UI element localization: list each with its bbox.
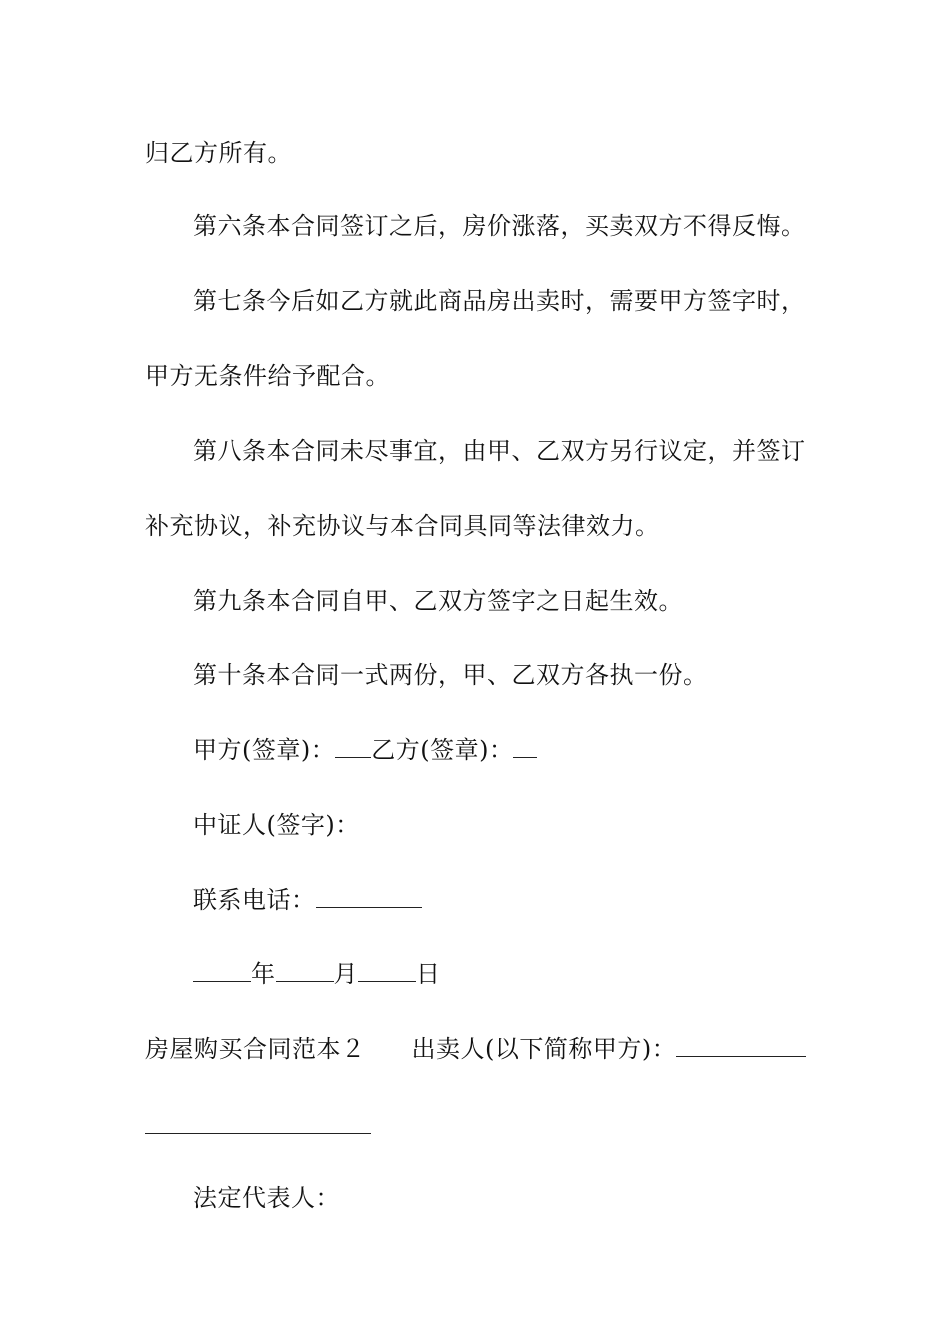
sample2-title: 房屋购买合同范本２ [145,1035,366,1063]
party-a-label: 甲方(签章)： [193,736,336,764]
date-line [193,959,441,989]
article-6: 第六条本合同签订之后，房价涨落，买卖双方不得反悔。 [193,212,806,240]
paragraph-line: 归乙方所有。 [145,139,292,167]
day-label: 日 [416,960,441,988]
day-blank [358,959,416,982]
article-9: 第九条本合同自甲、乙双方签字之日起生效。 [193,587,683,615]
month-blank [276,959,334,982]
phone-label: 联系电话： [193,886,316,914]
seller-blank [676,1034,806,1057]
sample2-heading-line [145,1034,806,1064]
year-blank [193,959,251,982]
party-b-blank [513,735,537,758]
phone-blank [316,885,422,908]
article-7: 第七条今后如乙方就此商品房出卖时，需要甲方签字时， [193,287,806,315]
legal-rep-label: 法定代表人： [193,1184,340,1212]
article-10: 第十条本合同一式两份，甲、乙双方各执一份。 [193,661,708,689]
phone-line [193,885,422,915]
party-b-label: 乙方(签章)： [371,736,514,764]
signature-line [193,735,537,765]
notary-label: 中证人(签字)： [193,811,360,839]
seller-label: 出卖人(以下简称甲方)： [411,1035,677,1063]
party-a-blank [335,735,371,758]
seller-blank-continued [145,1133,371,1134]
article-7-continued: 甲方无条件给予配合。 [145,362,390,390]
article-8-continued: 补充协议，补充协议与本合同具同等法律效力。 [145,512,660,540]
article-8: 第八条本合同未尽事宜，由甲、乙双方另行议定，并签订 [193,437,806,465]
month-label: 月 [333,960,358,988]
year-label: 年 [251,960,276,988]
